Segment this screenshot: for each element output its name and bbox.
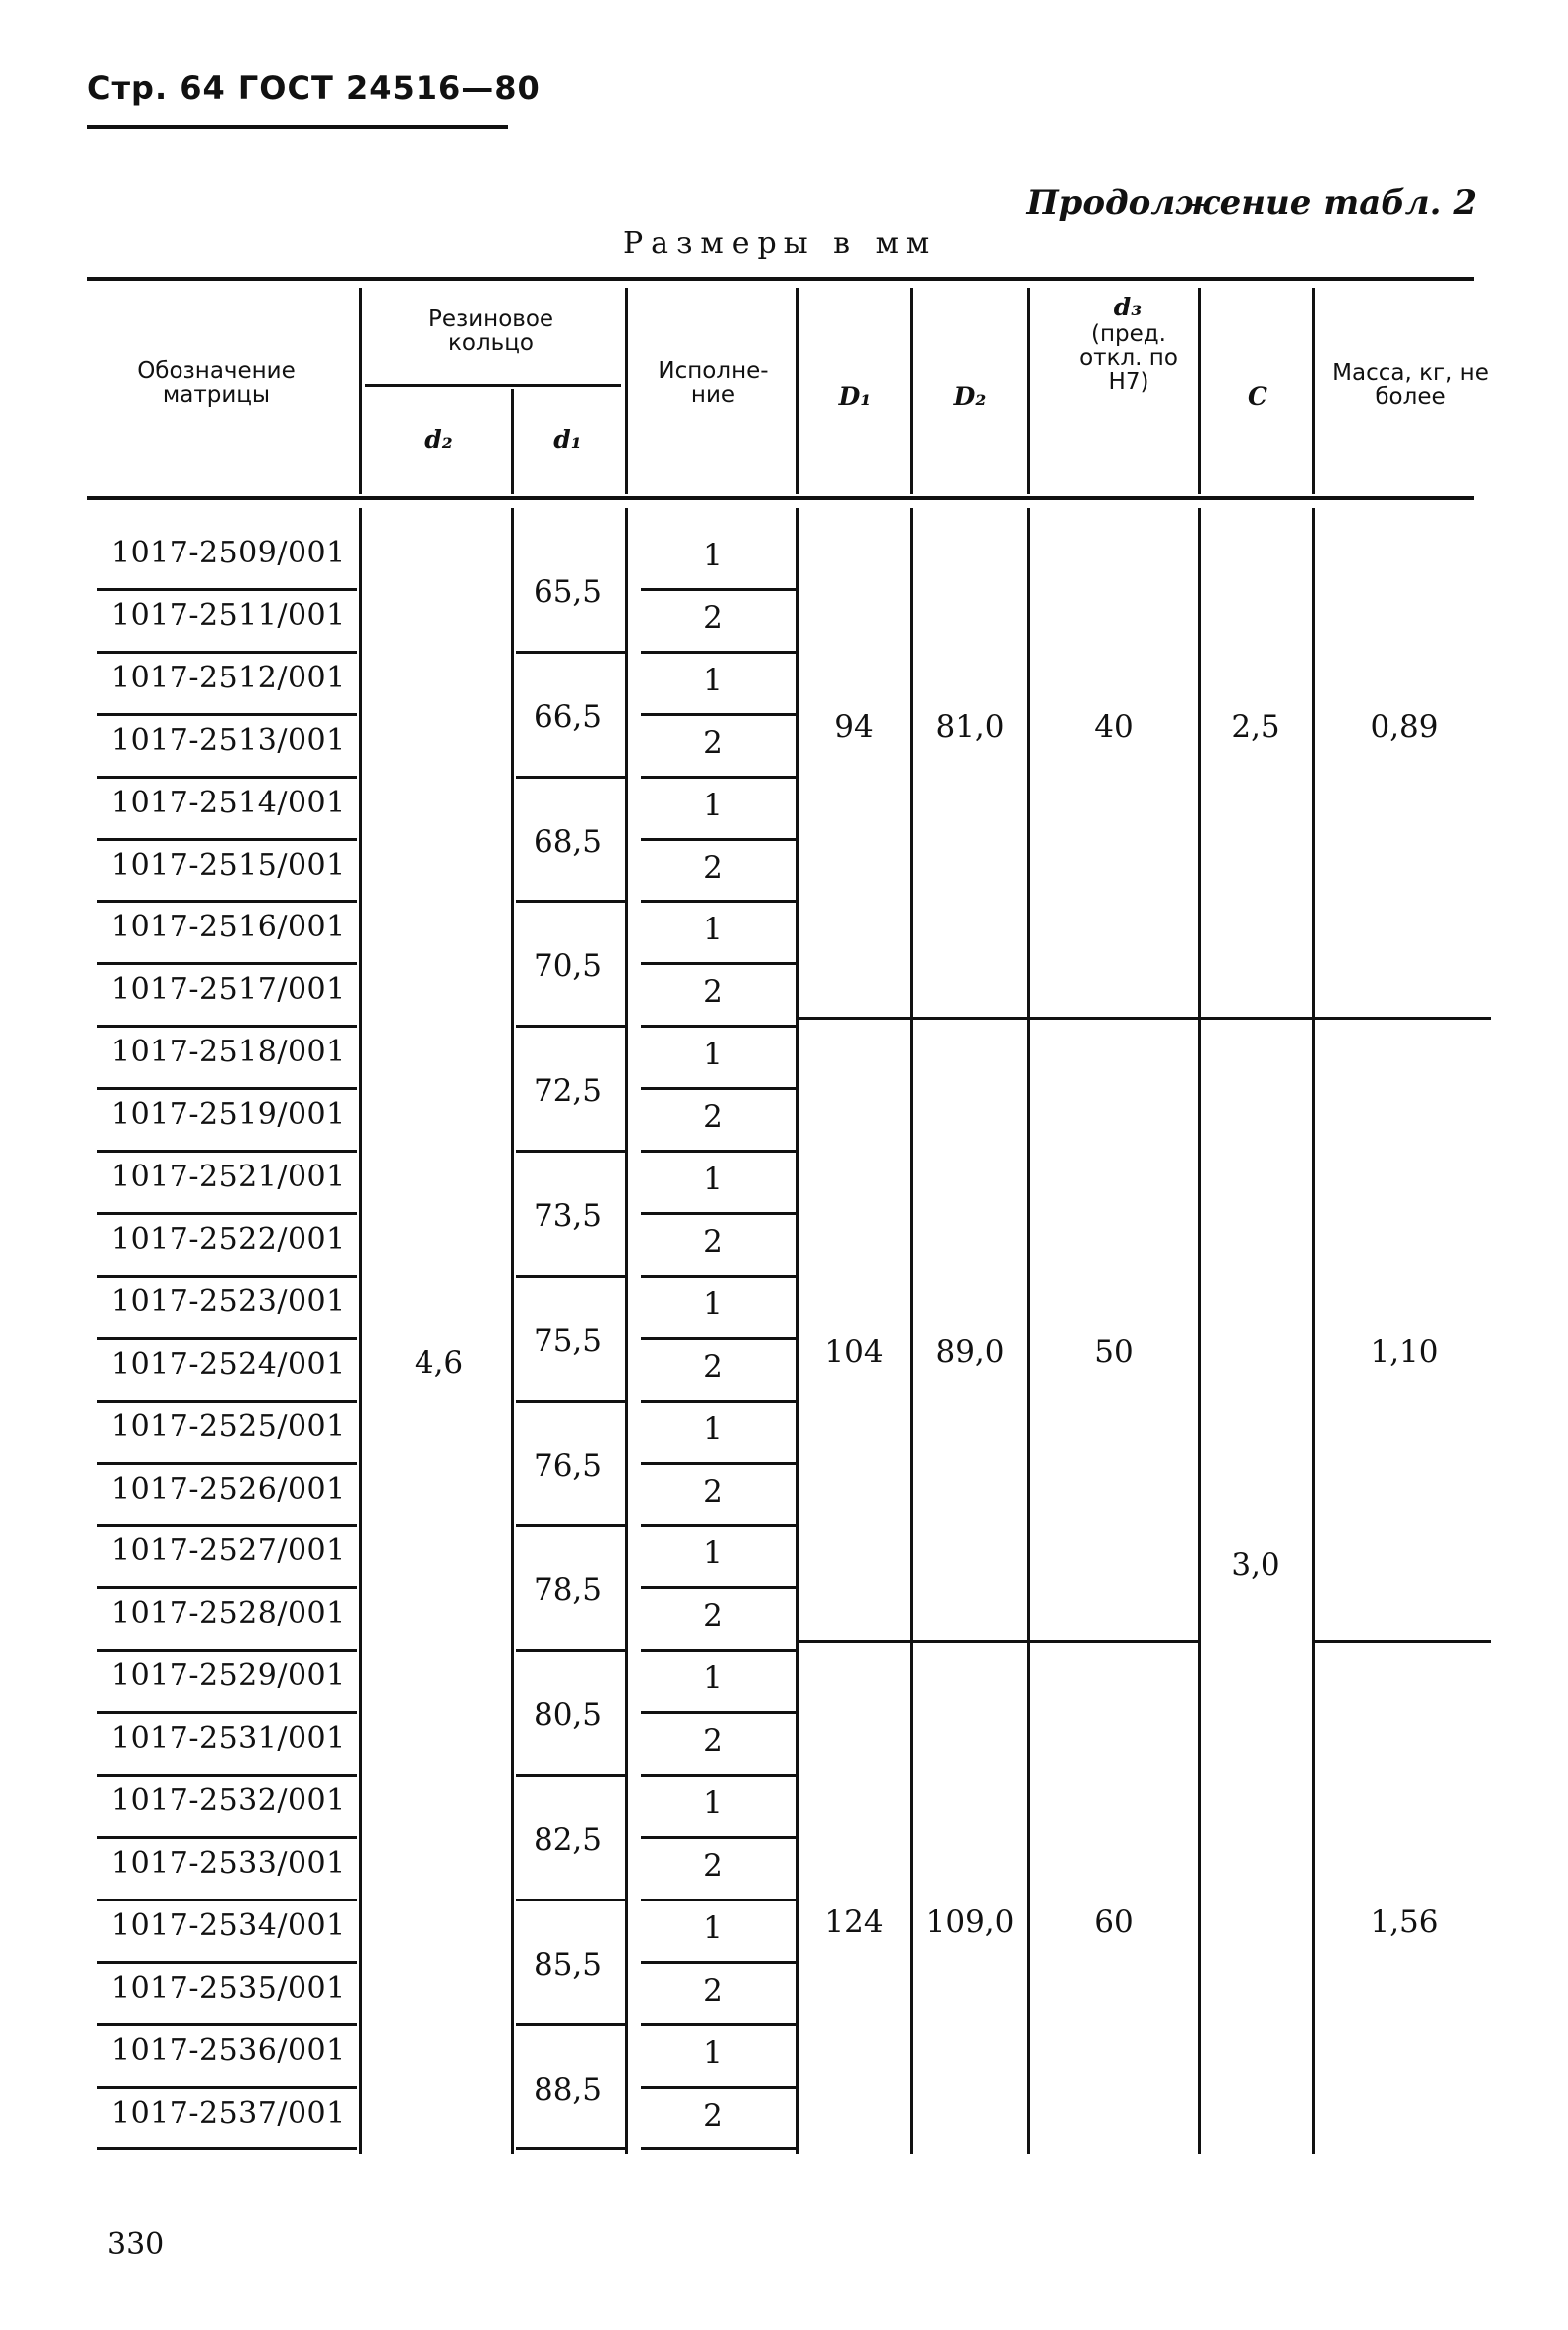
d1-cell: 66,5 bbox=[533, 698, 603, 735]
mass-cell: 0,89 bbox=[1370, 709, 1439, 745]
d1-separator bbox=[516, 1649, 625, 1652]
page-number: 330 bbox=[107, 2227, 165, 2262]
designation-cell: 1017-2528/001 bbox=[111, 1596, 346, 1632]
version-separator bbox=[641, 776, 797, 779]
d1-separator bbox=[516, 1275, 625, 1278]
col-d3-note: (пред. откл. по Н7) bbox=[1079, 321, 1178, 395]
d1-cell: 65,5 bbox=[533, 573, 603, 610]
c-separator bbox=[1198, 1017, 1312, 1020]
version-separator bbox=[641, 900, 797, 903]
version-cell: 2 bbox=[703, 1223, 723, 1260]
designation-underline bbox=[97, 1150, 357, 1153]
version-separator bbox=[641, 1025, 797, 1028]
C-cell: 2,5 bbox=[1231, 709, 1280, 745]
version-cell: 2 bbox=[703, 599, 723, 636]
designation-underline bbox=[97, 1711, 357, 1714]
d1-cell: 72,5 bbox=[533, 1073, 603, 1110]
version-cell: 2 bbox=[703, 724, 723, 761]
designation-cell: 1017-2511/001 bbox=[111, 597, 346, 633]
table-top-rule bbox=[87, 277, 1474, 281]
designation-underline bbox=[97, 838, 357, 841]
designation-cell: 1017-2533/001 bbox=[111, 1845, 346, 1881]
version-separator bbox=[641, 1649, 797, 1652]
d1-separator bbox=[516, 2023, 625, 2026]
col-designation-header: Обозначение матрицы bbox=[137, 358, 296, 408]
d3-cell: 40 bbox=[1094, 709, 1134, 745]
designation-cell: 1017-2526/001 bbox=[111, 1471, 346, 1507]
designation-underline bbox=[97, 588, 357, 591]
designation-cell: 1017-2534/001 bbox=[111, 1907, 346, 1943]
d1-separator bbox=[516, 776, 625, 779]
version-cell: 1 bbox=[703, 1535, 723, 1572]
designation-underline bbox=[97, 2023, 357, 2026]
designation-underline bbox=[97, 713, 357, 716]
d1-cell: 82,5 bbox=[533, 1821, 603, 1858]
d1-cell: 88,5 bbox=[533, 2071, 603, 2108]
C-cell: 3,0 bbox=[1231, 1547, 1280, 1583]
designation-cell: 1017-2522/001 bbox=[111, 1221, 346, 1257]
d1-cell: 76,5 bbox=[533, 1447, 603, 1484]
designation-underline bbox=[97, 2147, 357, 2150]
d1-cell: 75,5 bbox=[533, 1322, 603, 1359]
d2-cell: 4,6 bbox=[414, 1345, 464, 1381]
col-C-header: C bbox=[1248, 382, 1267, 411]
version-cell: 1 bbox=[703, 1660, 723, 1697]
designation-cell: 1017-2537/001 bbox=[111, 2095, 346, 2131]
version-separator bbox=[641, 2023, 797, 2026]
header-divider bbox=[796, 288, 799, 494]
version-cell: 2 bbox=[703, 2097, 723, 2134]
designation-cell: 1017-2521/001 bbox=[111, 1160, 346, 1194]
header-divider bbox=[1312, 288, 1315, 494]
d1-separator bbox=[516, 1025, 625, 1028]
designation-underline bbox=[97, 962, 357, 965]
version-cell: 1 bbox=[703, 1037, 723, 1073]
d1-separator bbox=[516, 1524, 625, 1527]
version-separator bbox=[641, 1899, 797, 1901]
version-separator bbox=[641, 838, 797, 841]
version-cell: 2 bbox=[703, 1348, 723, 1385]
D2-cell: 81,0 bbox=[935, 709, 1005, 745]
designation-underline bbox=[97, 1524, 357, 1527]
designation-cell: 1017-2536/001 bbox=[111, 2032, 346, 2068]
designation-cell: 1017-2523/001 bbox=[111, 1284, 346, 1319]
column-divider bbox=[1198, 508, 1201, 2154]
designation-cell: 1017-2516/001 bbox=[111, 910, 346, 945]
designation-cell: 1017-2532/001 bbox=[111, 1783, 346, 1818]
d1-cell: 78,5 bbox=[533, 1572, 603, 1609]
designation-cell: 1017-2519/001 bbox=[111, 1097, 346, 1133]
designation-underline bbox=[97, 1337, 357, 1340]
table-continuation-label: Продолжение табл. 2 bbox=[1026, 184, 1477, 223]
version-cell: 2 bbox=[703, 849, 723, 886]
d1-cell: 68,5 bbox=[533, 823, 603, 860]
version-cell: 1 bbox=[703, 1410, 723, 1447]
designation-cell: 1017-2514/001 bbox=[111, 785, 346, 820]
designation-underline bbox=[97, 1836, 357, 1839]
version-cell: 1 bbox=[703, 787, 723, 823]
col-mass-header: Масса, кг, не более bbox=[1332, 360, 1489, 410]
d3-cell: 50 bbox=[1094, 1334, 1134, 1370]
d1-separator bbox=[516, 1899, 625, 1901]
version-cell: 1 bbox=[703, 1162, 723, 1197]
header-rule bbox=[87, 125, 508, 129]
d1-cell: 80,5 bbox=[533, 1697, 603, 1734]
version-cell: 2 bbox=[703, 974, 723, 1011]
designation-underline bbox=[97, 1961, 357, 1964]
ring-group-rule bbox=[365, 384, 621, 387]
col-D2-header: D₂ bbox=[953, 382, 987, 411]
d1-separator bbox=[516, 1774, 625, 1777]
version-separator bbox=[641, 588, 797, 591]
header-divider bbox=[910, 288, 913, 494]
version-separator bbox=[641, 1400, 797, 1403]
version-separator bbox=[641, 1836, 797, 1839]
header-bottom-rule bbox=[87, 496, 1474, 500]
version-separator bbox=[641, 1150, 797, 1153]
version-cell: 1 bbox=[703, 1909, 723, 1946]
designation-underline bbox=[97, 1899, 357, 1901]
col-ring-group-header: Резиновое кольцо bbox=[427, 307, 554, 356]
version-cell: 1 bbox=[703, 1286, 723, 1322]
designation-cell: 1017-2518/001 bbox=[111, 1035, 346, 1070]
D1-cell: 104 bbox=[824, 1334, 884, 1370]
version-cell: 1 bbox=[703, 1785, 723, 1821]
designation-underline bbox=[97, 1586, 357, 1589]
designation-cell: 1017-2535/001 bbox=[111, 1970, 346, 2006]
column-divider bbox=[511, 508, 514, 2154]
version-separator bbox=[641, 713, 797, 716]
version-separator bbox=[641, 1275, 797, 1278]
version-separator bbox=[641, 1586, 797, 1589]
version-separator bbox=[641, 1337, 797, 1340]
designation-underline bbox=[97, 1275, 357, 1278]
designation-cell: 1017-2529/001 bbox=[111, 1658, 346, 1694]
group-separator bbox=[796, 1017, 1198, 1020]
version-separator bbox=[641, 1961, 797, 1964]
version-cell: 2 bbox=[703, 1723, 723, 1760]
version-cell: 1 bbox=[703, 2034, 723, 2071]
version-separator bbox=[641, 1711, 797, 1714]
header-divider bbox=[1027, 288, 1030, 494]
designation-cell: 1017-2515/001 bbox=[111, 847, 346, 883]
d1-separator bbox=[516, 1150, 625, 1153]
version-separator bbox=[641, 1462, 797, 1465]
designation-underline bbox=[97, 1774, 357, 1777]
version-separator bbox=[641, 1774, 797, 1777]
col-D1-header: D₁ bbox=[838, 382, 872, 411]
version-separator bbox=[641, 2147, 797, 2150]
header-divider bbox=[511, 389, 514, 494]
d1-separator bbox=[516, 2147, 625, 2150]
version-separator bbox=[641, 1524, 797, 1527]
designation-cell: 1017-2524/001 bbox=[111, 1346, 346, 1382]
mass-cell: 1,10 bbox=[1370, 1334, 1439, 1370]
designation-cell: 1017-2517/001 bbox=[111, 972, 346, 1008]
D2-cell: 89,0 bbox=[935, 1334, 1005, 1370]
units-label: Размеры в мм bbox=[623, 226, 938, 261]
version-cell: 1 bbox=[703, 538, 723, 573]
designation-underline bbox=[97, 1087, 357, 1090]
header-divider bbox=[625, 288, 628, 494]
mass-cell: 1,56 bbox=[1370, 1904, 1439, 1940]
designation-cell: 1017-2513/001 bbox=[111, 722, 346, 758]
version-separator bbox=[641, 962, 797, 965]
d1-separator bbox=[516, 651, 625, 654]
designation-cell: 1017-2531/001 bbox=[111, 1721, 346, 1757]
version-cell: 2 bbox=[703, 1099, 723, 1136]
designation-underline bbox=[97, 1212, 357, 1215]
designation-underline bbox=[97, 2086, 357, 2089]
designation-underline bbox=[97, 1400, 357, 1403]
version-cell: 2 bbox=[703, 1598, 723, 1635]
D1-cell: 94 bbox=[834, 709, 874, 745]
col-version-header: Исполне-ние bbox=[658, 358, 769, 408]
D1-cell: 124 bbox=[824, 1904, 884, 1940]
d1-cell: 70,5 bbox=[533, 948, 603, 985]
d1-cell: 85,5 bbox=[533, 1946, 603, 1983]
designation-cell: 1017-2525/001 bbox=[111, 1409, 346, 1444]
version-separator bbox=[641, 1212, 797, 1215]
col-d2-header: d₂ bbox=[424, 426, 453, 454]
d1-separator bbox=[516, 900, 625, 903]
version-cell: 1 bbox=[703, 912, 723, 948]
designation-underline bbox=[97, 1649, 357, 1652]
version-separator bbox=[641, 1087, 797, 1090]
designation-underline bbox=[97, 776, 357, 779]
d1-cell: 73,5 bbox=[533, 1197, 603, 1234]
version-cell: 2 bbox=[703, 1972, 723, 2009]
d3-cell: 60 bbox=[1094, 1904, 1134, 1940]
page-header: Стр. 64 ГОСТ 24516—80 bbox=[87, 69, 541, 107]
version-separator bbox=[641, 651, 797, 654]
designation-cell: 1017-2512/001 bbox=[111, 660, 346, 695]
group-separator bbox=[1312, 1640, 1491, 1643]
column-divider bbox=[359, 508, 362, 2154]
designation-cell: 1017-2527/001 bbox=[111, 1533, 346, 1569]
D2-cell: 109,0 bbox=[925, 1904, 1015, 1940]
designation-underline bbox=[97, 1025, 357, 1028]
designation-underline bbox=[97, 900, 357, 903]
version-cell: 1 bbox=[703, 662, 723, 698]
designation-underline bbox=[97, 1462, 357, 1465]
version-cell: 2 bbox=[703, 1473, 723, 1510]
col-d3-header: d₃ bbox=[1113, 293, 1143, 321]
header-divider bbox=[359, 288, 362, 494]
d1-separator bbox=[516, 1400, 625, 1403]
designation-underline bbox=[97, 651, 357, 654]
designation-cell: 1017-2509/001 bbox=[111, 536, 346, 570]
group-separator bbox=[796, 1640, 1198, 1643]
version-cell: 2 bbox=[703, 1847, 723, 1884]
column-divider bbox=[625, 508, 628, 2154]
version-separator bbox=[641, 2086, 797, 2089]
group-separator bbox=[1312, 1017, 1491, 1020]
col-d1-header: d₁ bbox=[553, 426, 582, 454]
